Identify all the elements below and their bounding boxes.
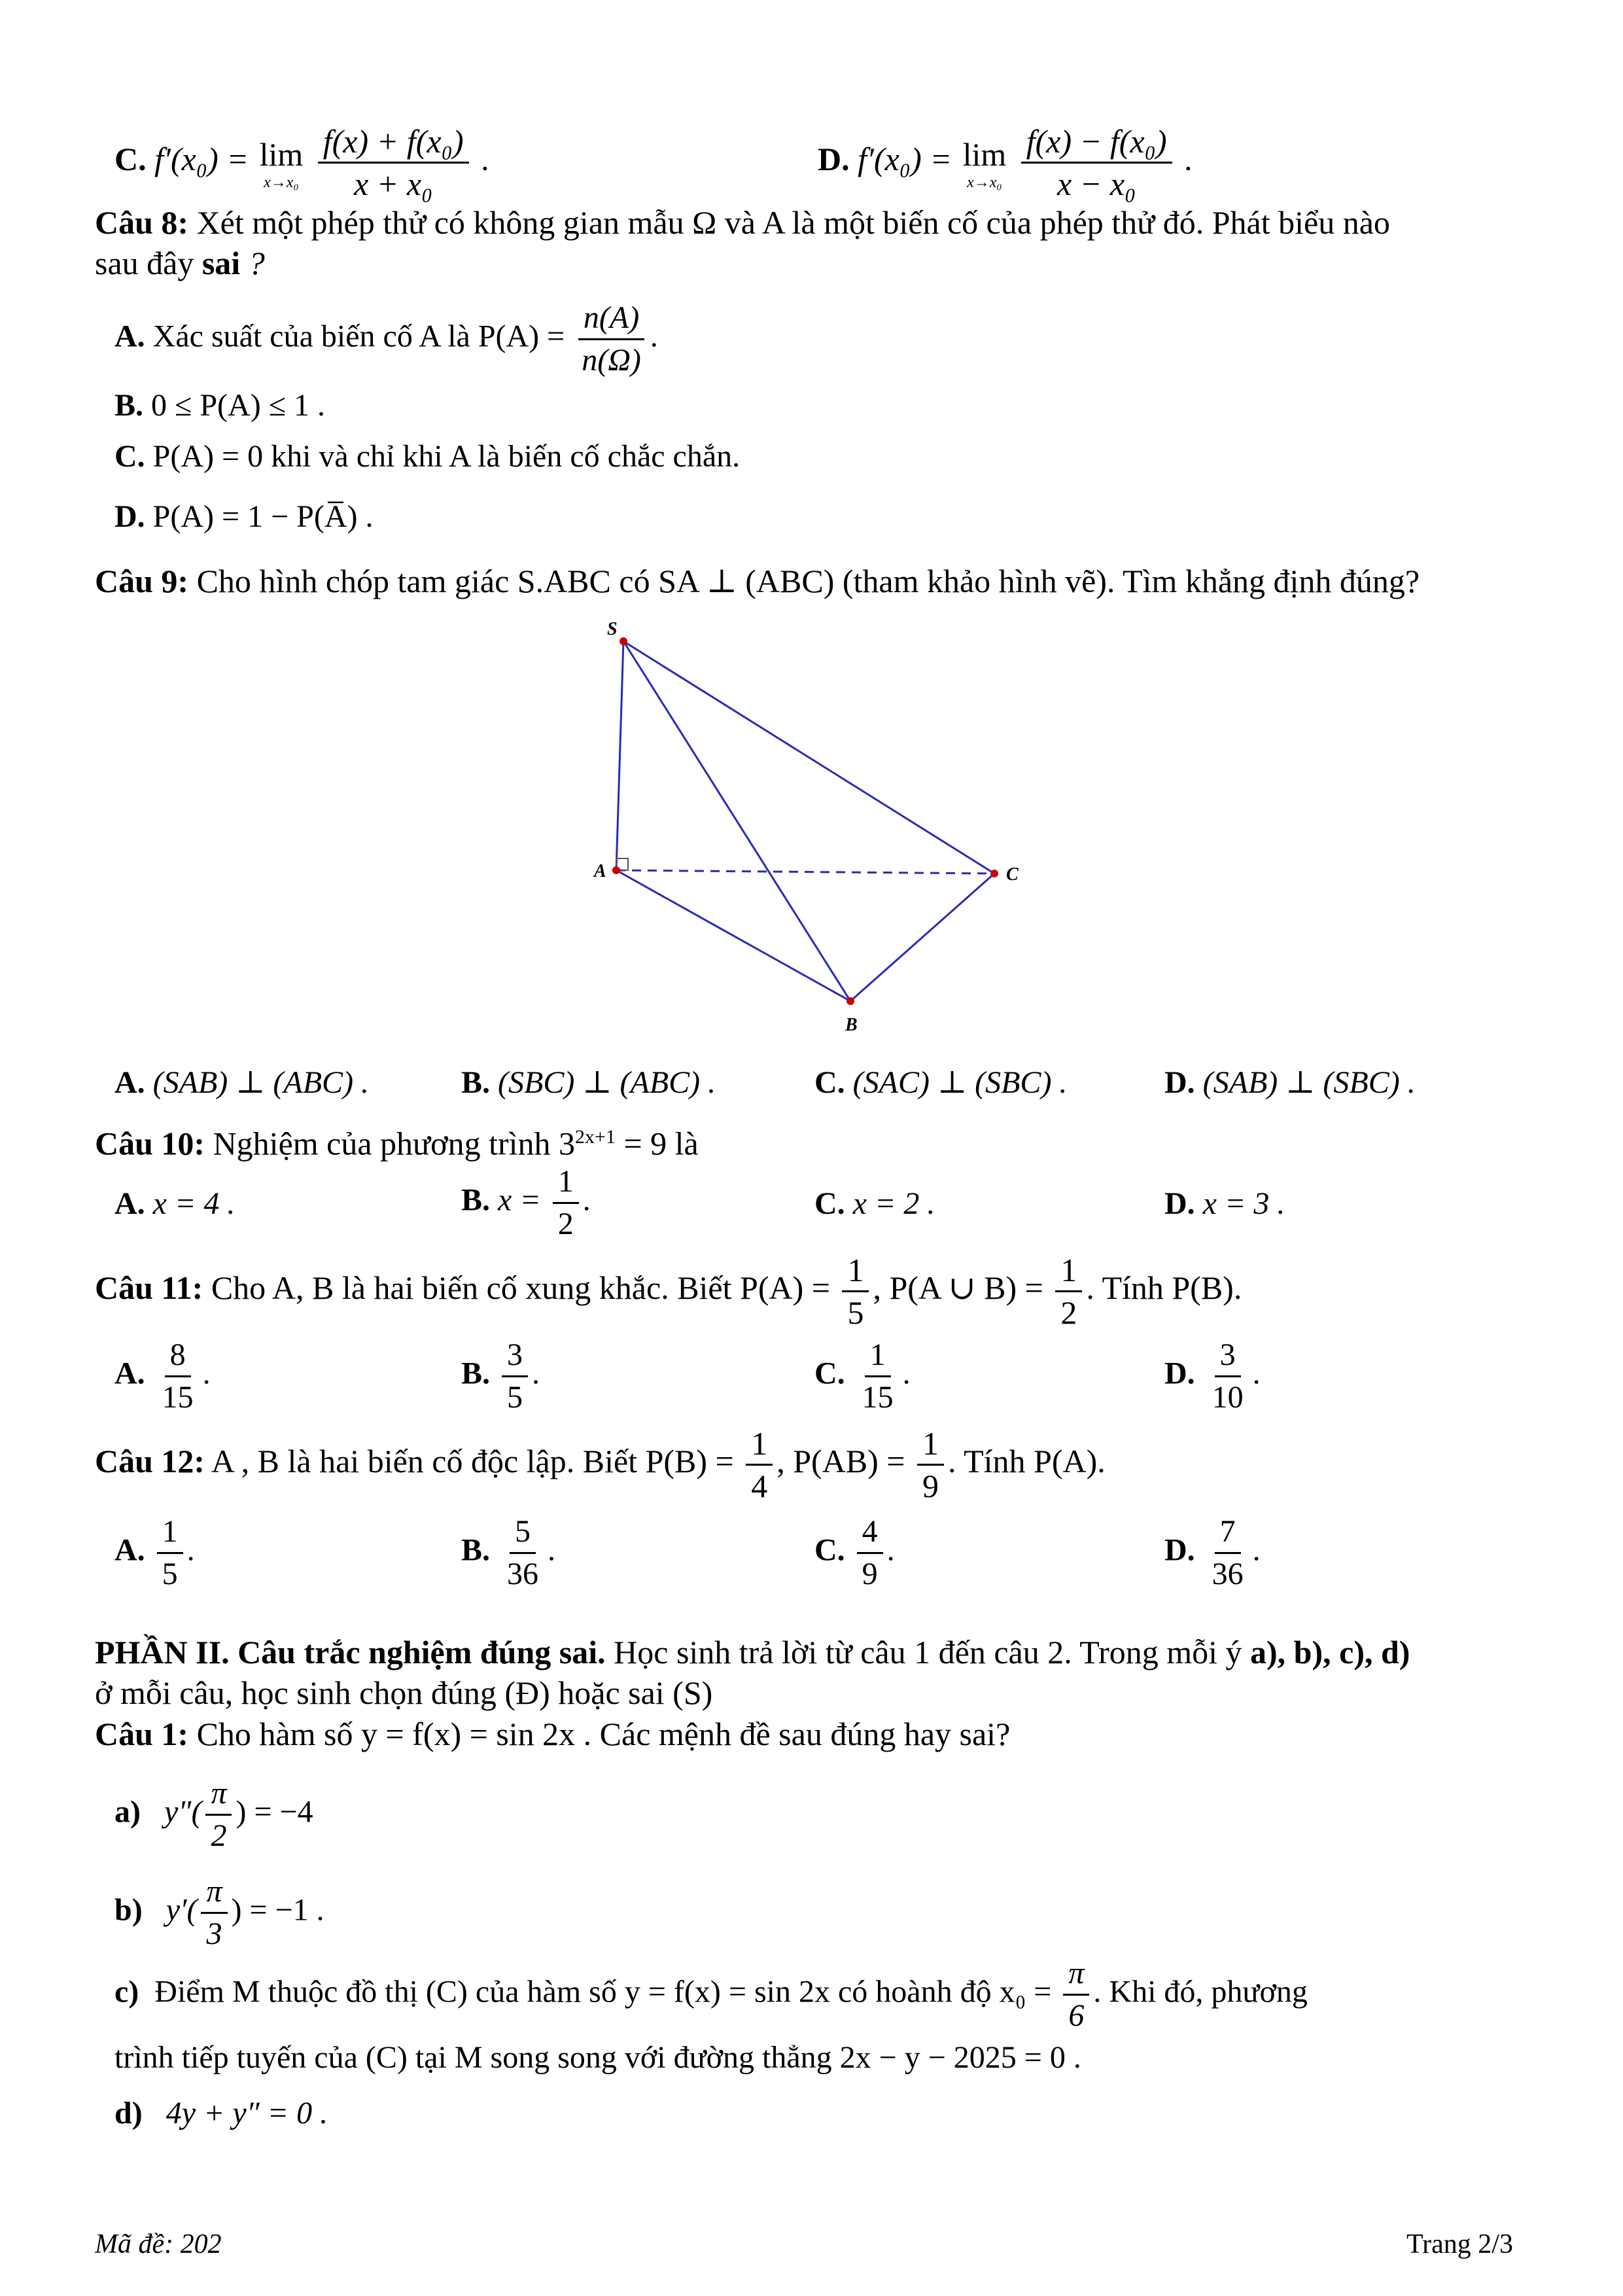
p2q1-item-b: b) y′( $\frac{\pi}{3}$ ) = −1 . — [114, 1871, 324, 1954]
q9-option-b: B. (SBC) ⊥ (ABC) . — [461, 1065, 716, 1100]
fraction: $\frac{n(A)}{n(\Omega)}$ — [576, 298, 646, 381]
p2q1-item-c: c) Điểm M thuộc đồ thị (C) của hàm số y = f(x) = sin 2x có hoành độ x₀ = $\frac{\pi}{6}$ . Khi đó, phương — [114, 1953, 1308, 2036]
exam-code: Mã đề: 202 — [95, 2229, 222, 2259]
pyramid-figure — [576, 615, 1073, 1047]
fraction: $\frac{8}{15}$ — [157, 1335, 199, 1418]
label-a: A — [594, 861, 606, 881]
q11-option-c: C. $\frac{1}{15}$ . — [814, 1335, 911, 1418]
fraction: $\frac{3}{10}$ — [1207, 1335, 1249, 1418]
point-c — [990, 870, 998, 877]
q7-option-d: D. f′(x₀) = lim x→x₀ $\frac{\text{f(x) − f(x₀)}}{\text{x − x₀}}$ . — [818, 121, 1193, 204]
q10-option-d: D. x = 3 . — [1164, 1186, 1285, 1221]
p2q1-item-c-cont: trình tiếp tuyến của (C) tại M song song với đường thẳng 2x − y − 2025 = 0 . — [114, 2040, 1081, 2075]
label-s: S — [607, 619, 618, 639]
part2-instructions: ở mỗi câu, học sinh chọn đúng (Đ) hoặc sai (S) — [95, 1674, 713, 1711]
q11-option-d: D. $\frac{3}{10}$ . — [1164, 1335, 1261, 1418]
q12-option-a: A. $\frac{1}{5}$ . — [114, 1511, 195, 1595]
fraction: $\frac{1}{5}$ — [157, 1511, 183, 1595]
p2q1-item-a: a) y"( $\frac{\pi}{2}$ ) = −4 — [114, 1773, 313, 1856]
edge-ab — [616, 870, 850, 1001]
q9-option-d: D. (SAB) ⊥ (SBC) . — [1164, 1065, 1416, 1100]
fraction: $\frac{1}{2}$ — [1055, 1250, 1082, 1333]
q7-option-c: C. f′(x₀) = lim x→x₀ $\frac{\text{f(x) + f(x₀)}}{\text{x + x₀}}$ . — [114, 121, 489, 204]
q8-option-b: B. 0 ≤ P(A) ≤ 1 . — [114, 388, 326, 423]
part2-header: PHẦN II. Câu trắc nghiệm đúng sai. Học sinh trả lời từ câu 1 đến câu 2. Trong mỗi ý a), b), c), d) — [95, 1634, 1410, 1670]
edge-sa — [616, 641, 623, 870]
edge-bc — [850, 874, 994, 1001]
fraction: $\frac{\pi}{2}$ — [205, 1773, 232, 1856]
fraction: $\frac{1}{5}$ — [842, 1250, 869, 1333]
label-b: B — [845, 1015, 858, 1035]
fraction: $\frac{3}{5}$ — [502, 1335, 528, 1418]
fraction: $\frac{1}{15}$ — [857, 1335, 899, 1418]
fraction: $\frac{4}{9}$ — [857, 1511, 883, 1595]
q11-stem: Câu 11: Cho A, B là hai biến cố xung khắc. Biết P(A) = $\frac{1}{5}$ , P(A ∪ B) = $\frac{1}{2}$ . Tính P(B). — [95, 1250, 1242, 1333]
fraction: $\frac{\pi}{3}$ — [201, 1871, 227, 1954]
fraction: $\frac{7}{36}$ — [1207, 1511, 1249, 1595]
q8-stem-line1: Câu 8: Xét một phép thử có không gian mẫu Ω và A là một biến cố của phép thử đó. Phát biểu nào — [95, 204, 1390, 241]
q11-option-b: B. $\frac{3}{5}$ . — [461, 1335, 540, 1418]
edge-sc — [623, 641, 994, 874]
fraction: $\frac{1}{9}$ — [917, 1423, 944, 1506]
p2q1-stem: Câu 1: Cho hàm số y = f(x) = sin 2x . Các mệnh đề sau đúng hay sai? — [95, 1716, 1011, 1752]
fraction: $\frac{\text{f(x) − f(x₀)}}{\text{x − x₀}}$ — [1021, 121, 1172, 204]
q12-stem: Câu 12: A , B là hai biến cố độc lập. Biết P(B) = $\frac{1}{4}$ , P(AB) = $\frac{1}{9}$ . Tính P(A). — [95, 1423, 1106, 1506]
q12-option-b: B. $\frac{5}{36}$ . — [461, 1511, 555, 1595]
fraction: $\frac{5}{36}$ — [502, 1511, 544, 1595]
q8-option-a: A. Xác suất của biến cố A là P(A) = $\frac{n(A)}{n(\Omega)}$ . — [114, 298, 658, 381]
p2q1-item-d: d) 4y + y″ = 0 . — [114, 2096, 328, 2130]
q11-option-a: A. $\frac{8}{15}$ . — [114, 1335, 211, 1418]
q8-option-d: D. P(A) = 1 − P(A̅) . — [114, 499, 374, 534]
label-c: C — [1006, 864, 1019, 885]
fraction: $\frac{\text{f(x) + f(x₀)}}{\text{x + x₀}}$ — [318, 121, 469, 204]
q9-stem: Câu 9: Cho hình chóp tam giác S.ABC có SA ⊥ (ABC) (tham khảo hình vẽ). Tìm khẳng định đúng? — [95, 563, 1420, 599]
q12-option-d: D. $\frac{7}{36}$ . — [1164, 1511, 1261, 1595]
fraction: $\frac{1}{4}$ — [746, 1423, 773, 1506]
point-b — [846, 997, 854, 1005]
q9-option-c: C. (SAC) ⊥ (SBC) . — [814, 1065, 1068, 1100]
page-number: Trang 2/3 — [1406, 2229, 1513, 2259]
q10-option-c: C. x = 2 . — [814, 1186, 935, 1221]
point-a — [612, 866, 620, 874]
q10-option-b: B. x = $\frac{1}{2}$ . — [461, 1161, 591, 1245]
fraction: $\frac{\pi}{6}$ — [1063, 1953, 1089, 2036]
point-s — [620, 637, 627, 645]
q8-stem-line2: sau đây sai ? — [95, 245, 265, 281]
q12-option-c: C. $\frac{4}{9}$ . — [814, 1511, 895, 1595]
edge-sb — [623, 641, 850, 1001]
q10-stem: Câu 10: Nghiệm của phương trình $3^{2x+1} = 9$ là — [95, 1125, 699, 1162]
fraction: $\frac{1}{2}$ — [553, 1161, 579, 1245]
edge-ac-hidden — [616, 870, 994, 874]
q10-option-a: A. x = 4 . — [114, 1186, 236, 1221]
q9-option-a: A. (SAB) ⊥ (ABC) . — [114, 1065, 370, 1100]
q8-option-c: C. P(A) = 0 khi và chỉ khi A là biến cố chắc chắn. — [114, 439, 741, 474]
